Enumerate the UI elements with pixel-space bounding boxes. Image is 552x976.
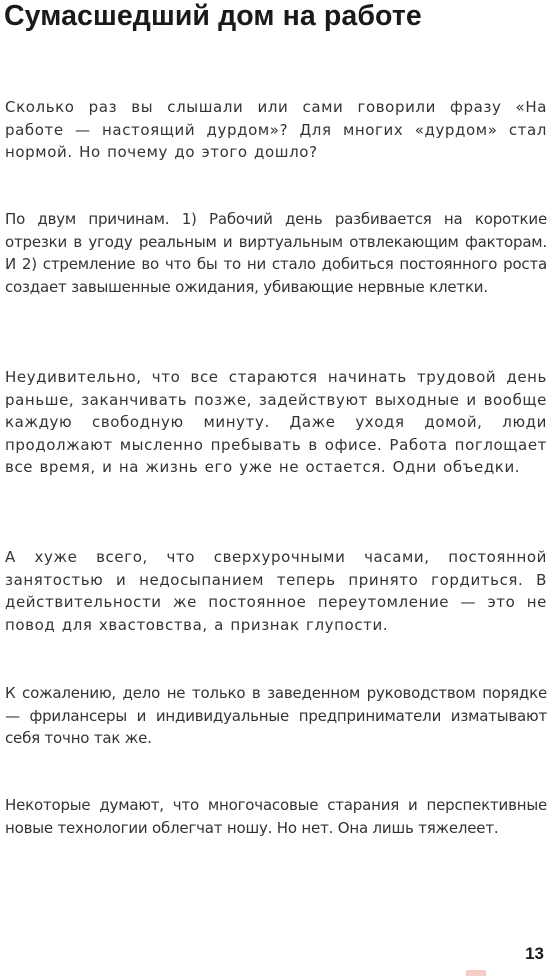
page-edge-mark bbox=[466, 970, 486, 976]
paragraph-1: Сколько раз вы слышали или сами говорили фразу «На работе — настоящий дурдом»? Для многих «дурдом» стал нормой. Но почему до этого дошло? bbox=[5, 98, 547, 161]
paragraph-4: А хуже всего, что сверхурочными часами, постоянной занятостью и недосыпанием теперь принято гордиться. В действительности же постоянное переутомление — это не повод для хвастовства, а признак глупости. bbox=[5, 548, 547, 634]
paragraph-2: По двум причинам. 1) Рабочий день разбивается на короткие отрезки в угоду реальным и виртуальным отвлекающим факторам. И 2) стремление во что бы то ни стало добиться постоянного роста создает завышенные ожидания, убивающие нервные клетки. bbox=[5, 210, 547, 296]
paragraph-3: Неудивительно, что все стараются начинать трудовой день раньше, заканчивать позже, задействуют выходные и вообще каждую свободную минуту. Даже уходя домой, люди продолжают мысленно пребывать в офисе. Работа поглощает все время, и на жизнь его уже не остается. Одни объедки. bbox=[5, 368, 547, 476]
page-number: 13 bbox=[525, 944, 544, 963]
chapter-title: Сумасшедший дом на работе bbox=[4, 0, 422, 32]
paragraph-5: К сожалению, дело не только в заведенном руководством порядке — фрилансеры и индивидуальные предприниматели изматывают себя точно так же. bbox=[5, 684, 547, 747]
paragraph-6: Некоторые думают, что многочасовые старания и перспективные новые технологии облегчат ношу. Но нет. Она лишь тяжелеет. bbox=[5, 796, 547, 837]
